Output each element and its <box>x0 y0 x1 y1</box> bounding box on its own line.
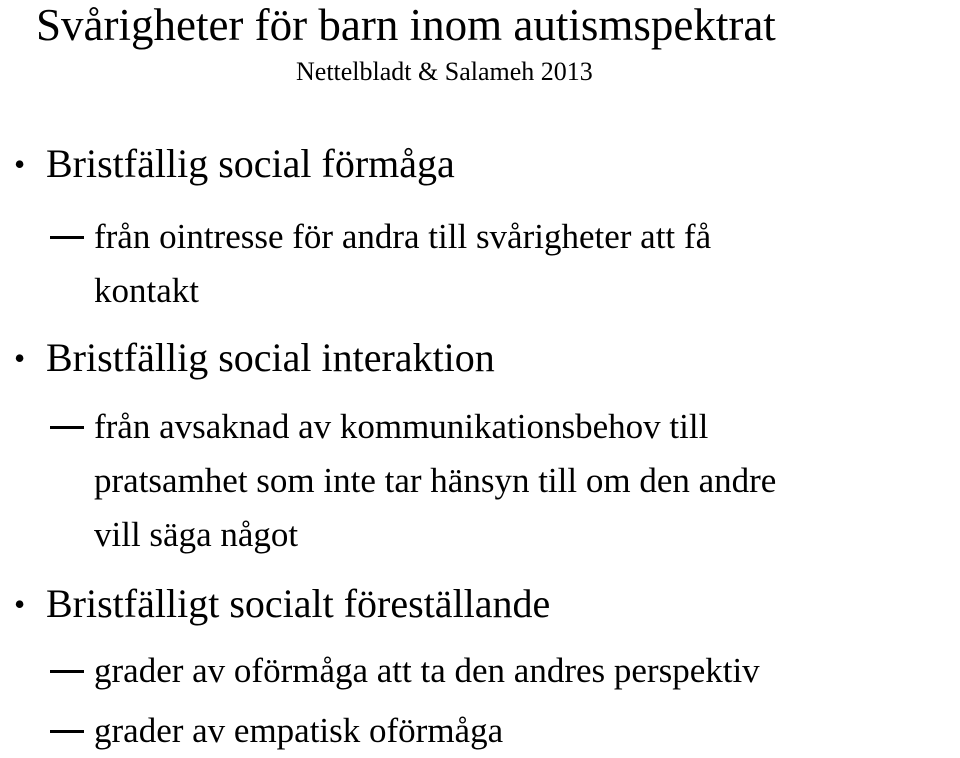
bullet-icon: • <box>14 586 26 622</box>
dash-icon <box>50 730 84 733</box>
sub-bullet-text <box>94 644 760 698</box>
dash-icon <box>50 670 84 673</box>
sub-bullet-text <box>94 704 503 758</box>
dash-icon <box>50 236 84 239</box>
bullet-text: Bristfällig social förmåga <box>46 141 455 186</box>
bullet-text: Bristfälligt socialt föreställande <box>46 581 551 626</box>
sub-bullet-line: från avsaknad av kommunikationsbehov till <box>94 407 709 446</box>
sub-bullet-text <box>94 210 711 318</box>
bullet-text: Bristfällig social interaktion <box>46 335 495 380</box>
sub-bullet-line: vill säga något <box>94 515 299 554</box>
bullet-icon: • <box>14 340 26 376</box>
slide-subtitle: Nettelbladt & Salameh 2013 <box>296 57 593 86</box>
slide-title: Svårigheter för barn inom autismspektrat <box>36 0 776 50</box>
bullet-icon: • <box>14 146 26 182</box>
sub-bullet-line: kontakt <box>94 271 199 310</box>
sub-bullet-line: från ointresse för andra till svårigheter att få <box>94 217 712 256</box>
sub-bullet-text <box>94 400 776 562</box>
sub-bullet-line: grader av oförmåga att ta den andres perspektiv <box>94 651 760 690</box>
sub-bullet-line: pratsamhet som inte tar hänsyn till om den andre <box>94 461 777 500</box>
sub-bullet-line: grader av empatisk oförmåga <box>94 711 504 750</box>
dash-icon <box>50 426 84 429</box>
